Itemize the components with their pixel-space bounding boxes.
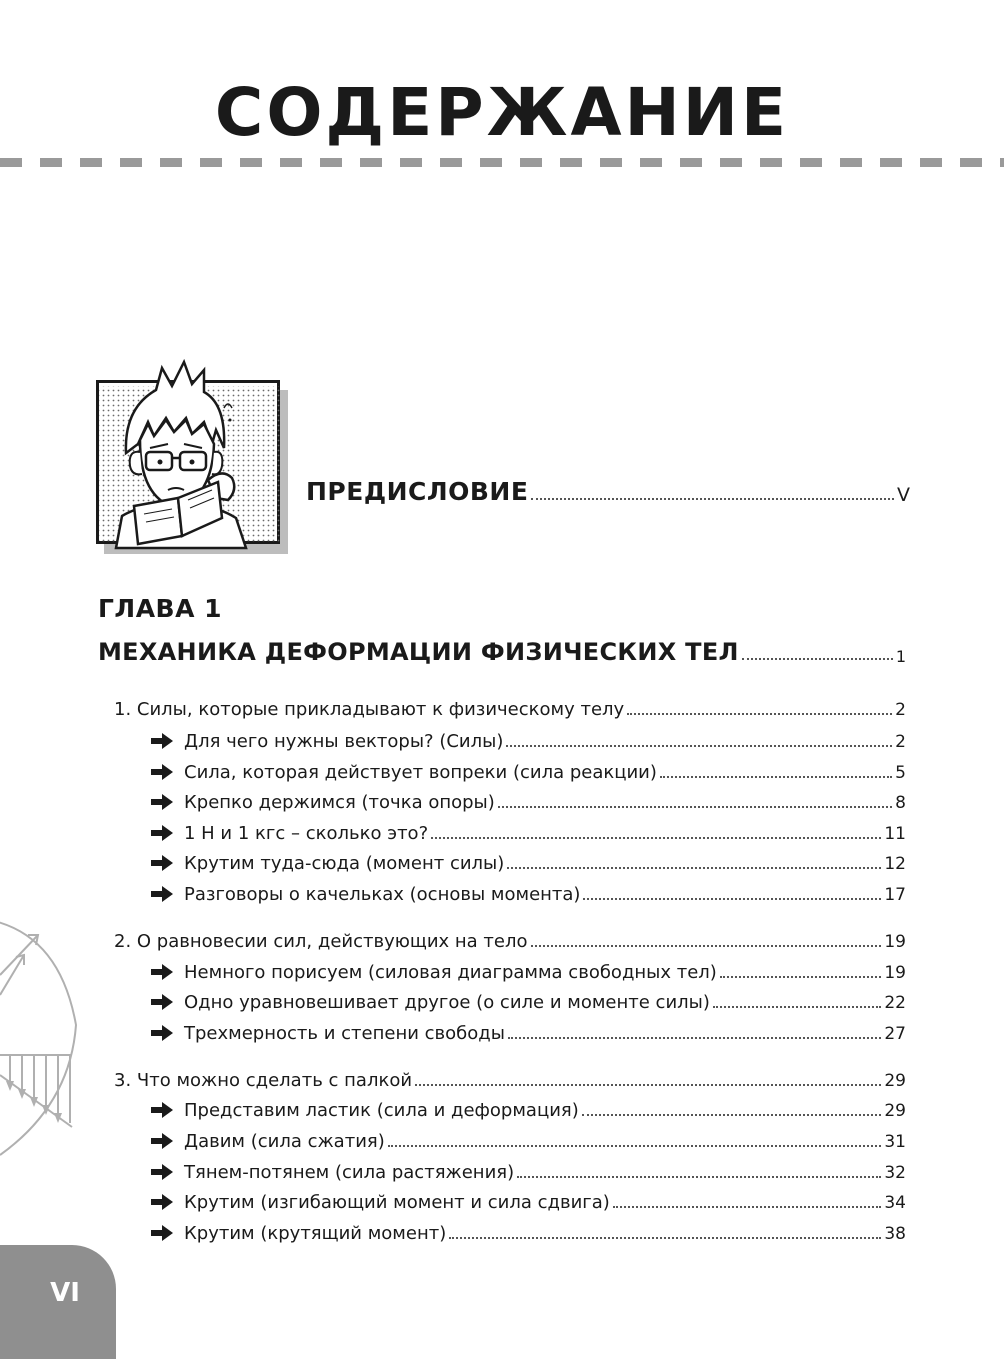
item-page: 12: [884, 854, 906, 874]
leader-dots: [431, 837, 881, 839]
item-page: 32: [884, 1163, 906, 1183]
item-title: Для чего нужны векторы? (Силы): [184, 731, 504, 752]
leader-dots: [388, 1145, 882, 1147]
arrow-right-icon: [150, 854, 174, 872]
preface-entry[interactable]: [306, 470, 910, 506]
section-title: 3. Что можно сделать с палкой: [114, 1070, 413, 1091]
chapter-page: 1: [895, 647, 906, 666]
leader-dots: [660, 776, 892, 778]
toc-item[interactable]: [150, 848, 906, 874]
leader-dots: [742, 658, 893, 660]
character-illustration: [96, 380, 280, 544]
preface-page: V: [897, 484, 910, 506]
leader-dots: [627, 713, 892, 715]
item-page: 22: [884, 993, 906, 1013]
page-title: СОДЕРЖАНИЕ: [214, 74, 790, 151]
arrow-right-icon: [150, 1193, 174, 1211]
leader-dots: [507, 867, 881, 869]
leader-dots: [713, 1006, 881, 1008]
item-page: 17: [884, 885, 906, 905]
arrow-right-icon: [150, 763, 174, 781]
leader-dots: [506, 745, 892, 747]
item-page: 11: [884, 824, 906, 844]
reading-character-illustration: [96, 348, 286, 548]
section-page: 2: [895, 700, 906, 720]
decorative-force-diagram: [0, 915, 90, 1165]
leader-dots: [531, 498, 894, 500]
arrow-right-icon: [150, 1163, 174, 1181]
arrow-right-icon: [150, 824, 174, 842]
arrow-right-icon: [150, 993, 174, 1011]
toc-item[interactable]: [150, 1126, 906, 1152]
item-page: 5: [895, 763, 906, 783]
toc-item[interactable]: [150, 757, 906, 783]
leader-dots: [531, 945, 882, 947]
page-number: VI: [50, 1278, 80, 1308]
item-page: 2: [895, 732, 906, 752]
section-title: 1. Силы, которые прикладывают к физическому телу: [114, 699, 625, 720]
toc-item[interactable]: [150, 787, 906, 813]
leader-dots: [449, 1237, 881, 1239]
item-title: Давим (сила сжатия): [184, 1131, 385, 1152]
item-title: Сила, которая действует вопреки (сила реакции): [184, 762, 657, 783]
item-title: Тянем-потянем (сила растяжения): [184, 1162, 515, 1183]
arrow-right-icon: [150, 793, 174, 811]
item-title: Крепко держимся (точка опоры): [184, 792, 495, 813]
chapter-title: МЕХАНИКА ДЕФОРМАЦИИ ФИЗИЧЕСКИХ ТЕЛ: [98, 638, 739, 666]
arrow-right-icon: [150, 1101, 174, 1119]
leader-dots: [498, 806, 892, 808]
toc-item[interactable]: [150, 1095, 906, 1121]
toc-section[interactable]: [114, 1065, 906, 1091]
toc-section[interactable]: [114, 926, 906, 952]
arrow-right-icon: [150, 1224, 174, 1242]
chapter-label: ГЛАВА 1: [98, 594, 223, 623]
leader-dots: [613, 1206, 882, 1208]
toc-item[interactable]: [150, 818, 906, 844]
section-title: 2. О равновесии сил, действующих на тело: [114, 931, 528, 952]
item-title: Крутим туда-сюда (момент силы): [184, 853, 505, 874]
item-page: 8: [895, 793, 906, 813]
arrow-right-icon: [150, 1132, 174, 1150]
leader-dots: [582, 1114, 882, 1116]
chapter-title-entry[interactable]: [98, 632, 906, 666]
toc-item[interactable]: [150, 987, 906, 1013]
item-page: 31: [884, 1132, 906, 1152]
item-title: Одно уравновешивает другое (о силе и моменте силы): [184, 992, 710, 1013]
item-title: Разговоры о качельках (основы момента): [184, 884, 581, 905]
toc-item[interactable]: [150, 879, 906, 905]
toc-section[interactable]: [114, 694, 906, 720]
item-title: Немного порисуем (силовая диаграмма свободных тел): [184, 962, 717, 983]
leader-dots: [720, 976, 882, 978]
leader-dots: [517, 1176, 881, 1178]
section-page: 19: [884, 932, 906, 952]
item-title: Трехмерность и степени свободы: [184, 1023, 505, 1044]
preface-label: ПРЕДИСЛОВИЕ: [306, 477, 529, 506]
dashed-divider: [0, 158, 1004, 167]
leader-dots: [508, 1037, 881, 1039]
toc-item[interactable]: [150, 1218, 906, 1244]
item-page: 27: [884, 1024, 906, 1044]
item-page: 38: [884, 1224, 906, 1244]
leader-dots: [583, 898, 881, 900]
toc-item[interactable]: [150, 1018, 906, 1044]
section-page: 29: [884, 1071, 906, 1091]
item-title: Представим ластик (сила и деформация): [184, 1100, 579, 1121]
arrow-right-icon: [150, 963, 174, 981]
toc-item[interactable]: [150, 1187, 906, 1213]
item-page: 29: [884, 1101, 906, 1121]
item-title: Крутим (изгибающий момент и сила сдвига): [184, 1192, 610, 1213]
toc-item[interactable]: [150, 726, 906, 752]
item-page: 19: [884, 963, 906, 983]
item-title: Крутим (крутящий момент): [184, 1223, 447, 1244]
toc-item[interactable]: [150, 957, 906, 983]
toc-item[interactable]: [150, 1157, 906, 1183]
arrow-right-icon: [150, 1024, 174, 1042]
arrow-right-icon: [150, 885, 174, 903]
leader-dots: [415, 1084, 881, 1086]
item-title: 1 Н и 1 кгс – сколько это?: [184, 823, 429, 844]
item-page: 34: [884, 1193, 906, 1213]
arrow-right-icon: [150, 732, 174, 750]
